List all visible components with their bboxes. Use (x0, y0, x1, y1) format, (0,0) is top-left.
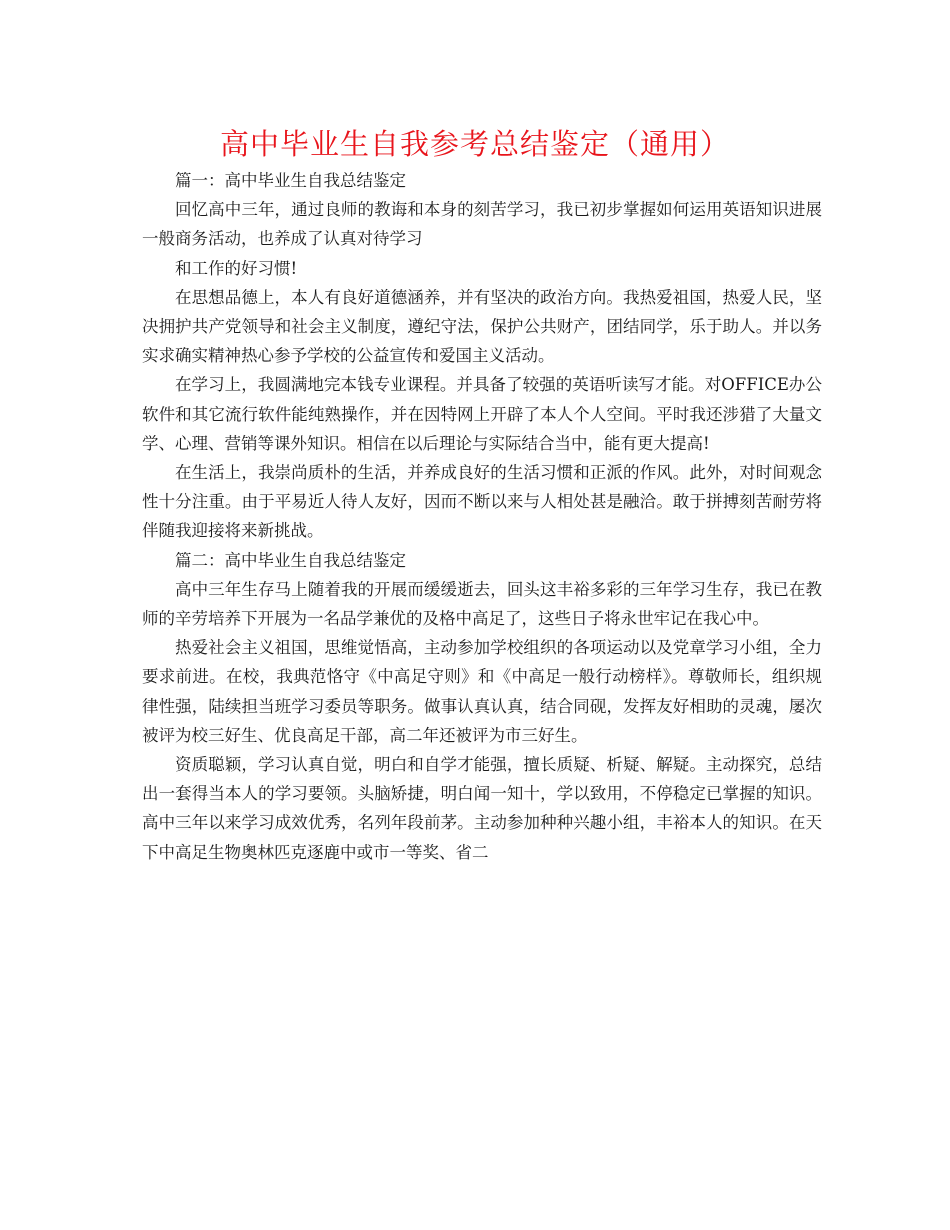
paragraph: 在生活上，我崇尚质朴的生活，并养成良好的生活习惯和正派的作风。此外，对时间观念性十分注重。由于平易近人待人友好，因而不断以来与人相处甚是融洽。敢于拼搏刻苦耐劳将伴随我迎接将来新挑战。 (142, 463, 822, 541)
paragraph: 高中三年生存马上随着我的开展而缓缓逝去，回头这丰裕多彩的三年学习生存，我已在教师的辛劳培养下开展为一名品学兼优的及格中高足了，这些日子将永世牢记在我心中。 (142, 579, 822, 629)
document-body (142, 166, 822, 867)
paragraph: 热爱社会主义祖国，思维觉悟高，主动参加学校组织的各项运动以及党章学习小组，全力要求前进。在校，我典范恪守《中高足守则》和《中高足一般行动榜样》。尊敬师长，组织规律性强，陆续担当班学习委员等职务。做事认真认真，结合同砚，发挥友好相助的灵魂，屡次被评为校三好生、优良高足干部，高二年还被评为市三好生。 (142, 638, 822, 745)
paragraph: 在学习上，我圆满地完本钱专业课程。并具备了较强的英语听读写才能。对OFFICE办公软件和其它流行软件能纯熟操作，并在因特网上开辟了本人个人空间。平时我还涉猎了大量文学、心理、营销等课外知识。相信在以后理论与实际结合当中，能有更大提高! (142, 375, 822, 453)
document-title: 高中毕业生自我参考总结鉴定（通用） (219, 127, 730, 161)
section-heading: 篇二：高中毕业生自我总结鉴定 (175, 550, 406, 570)
section-heading: 篇一：高中毕业生自我总结鉴定 (175, 171, 406, 190)
paragraph: 和工作的好习惯! (175, 258, 298, 278)
paragraph: 在思想品德上，本人有良好道德涵养，并有坚决的政治方向。我热爱祖国，热爱人民，坚决拥护共产党领导和社会主义制度，遵纪守法，保护公共财产，团结同学，乐于助人。并以务实求确实精神热心参予学校的公益宣传和爱国主义活动。 (142, 287, 822, 366)
paragraph: 回忆高中三年，通过良师的教诲和本身的刻苦学习，我已初步掌握如何运用英语知识进展一般商务活动，也养成了认真对待学习 (142, 200, 822, 249)
paragraph: 资质聪颖，学习认真自觉，明白和自学才能强，擅长质疑、析疑、解疑。主动探究，总结出一套得当本人的学习要领。头脑矫捷，明白闻一知十，学以致用，不停稳定已掌握的知识。高中三年以来学习成效优秀，名列年段前茅。主动参加种种兴趣小组，丰裕本人的知识。在天下中高足生物奥林匹克逐鹿中或市一等奖、省二 (142, 755, 822, 862)
